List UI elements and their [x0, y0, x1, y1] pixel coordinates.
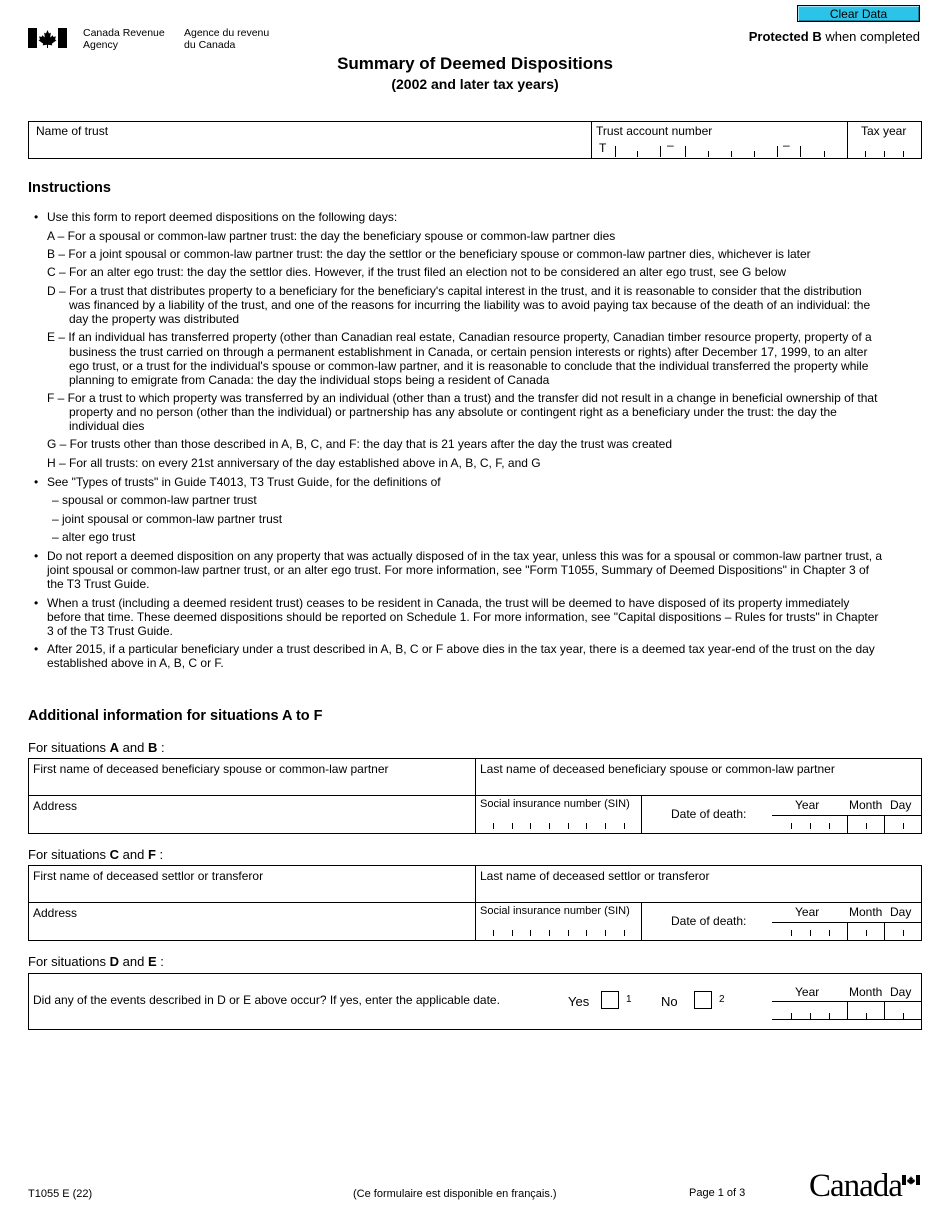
situations-de-label: For situations D and E :: [28, 954, 164, 969]
definition-spousal: – spousal or common-law partner trust: [52, 493, 257, 507]
de-no-checkbox[interactable]: [694, 991, 712, 1009]
cf-date-of-death-input[interactable]: [772, 921, 920, 940]
agency-name-french: Agence du revenu du Canada: [184, 27, 270, 51]
bullet-dot: •: [34, 642, 39, 656]
instruction-bullet-4: When a trust (including a deemed resident trust) ceases to be resident in Canada, the trust will be deemed to have disposed of its property immediately: [47, 596, 850, 610]
ab-day-label: Day: [890, 798, 912, 812]
ab-address-label: Address: [33, 799, 78, 813]
ab-sin-field[interactable]: [478, 797, 639, 833]
instruction-item-h: H – For all trusts: on every 21st anniversary of the day established above in A, B, C, F, and G: [47, 456, 541, 470]
account-dash-2: –: [783, 138, 790, 152]
canada-wordmark: Canada: [809, 1168, 902, 1204]
ab-first-name-label: First name of deceased beneficiary spouse or common-law partner: [33, 762, 389, 776]
ab-sin-label: Social insurance number (SIN): [480, 798, 630, 810]
form-identifier: T1055 E (22): [28, 1188, 93, 1200]
canada-flag-icon: [28, 28, 67, 48]
cf-date-of-death-label: Date of death:: [671, 914, 747, 928]
protected-b-notice: Protected B when completed: [748, 29, 920, 44]
de-yes-label: Yes: [568, 994, 590, 1009]
de-question: Did any of the events described in D or E above occur? If yes, enter the applicable date.: [33, 993, 500, 1007]
definition-joint-spousal: – joint spousal or common-law partner trust: [52, 512, 283, 526]
situations-ab-label: For situations A and B :: [28, 740, 165, 755]
instruction-bullet-2: See "Types of trusts" in Guide T4013, T3 Trust Guide, for the definitions of: [47, 475, 441, 489]
name-of-trust-label: Name of trust: [36, 124, 109, 138]
canada-wordmark-flag-icon: [902, 1172, 920, 1182]
instruction-bullet-1: Use this form to report deemed dispositions on the following days:: [47, 210, 398, 224]
instructions-heading: Instructions: [28, 180, 111, 196]
instruction-item-e-line3: ego trust, or a trust for the individual's spouse or common-law partner, and it is reasonable to conclude that the individual transferred the property while: [69, 359, 869, 373]
cf-day-label: Day: [890, 905, 912, 919]
bullet-dot: •: [34, 549, 39, 563]
french-availability-note: (Ce formulaire est disponible en français.): [353, 1188, 557, 1200]
instruction-item-a: A – For a spousal or common-law partner trust: the day the beneficiary spouse or common-law partner dies: [47, 229, 616, 243]
form-subtitle: (2002 and later tax years): [391, 76, 559, 92]
cf-last-name-field[interactable]: [480, 869, 918, 901]
instruction-item-e-line2: business the trust carried on through a permanent establishment in Canada, or certain pension interests or rights) after December 17, 1999, to an alter: [69, 345, 868, 359]
de-day-label: Day: [890, 985, 912, 999]
cf-last-name-label: Last name of deceased settlor or transferor: [480, 869, 710, 883]
name-of-trust-field[interactable]: [36, 124, 586, 156]
ab-address-field[interactable]: [33, 799, 471, 832]
de-yes-checkbox[interactable]: [601, 991, 619, 1009]
additional-info-heading: Additional information for situations A to F: [28, 708, 323, 724]
ab-year-label: Year: [795, 798, 820, 812]
cf-first-name-field[interactable]: [33, 869, 471, 901]
cf-sin-field[interactable]: [478, 904, 639, 940]
definition-alter-ego: – alter ego trust: [52, 530, 136, 544]
instruction-item-d-line3: day the property was distributed: [69, 312, 240, 326]
instruction-item-b: B – For a joint spousal or common-law partner trust: the day the settlor or the beneficiary spouse or common-law partner dies, whichever is later: [47, 247, 811, 261]
instruction-item-d-line2: was financed by a liability of the trust, and one of the reasons for incurring the liability was to avoid paying tax because of the death of an individual: the: [69, 298, 871, 312]
page-number: Page 1 of 3: [689, 1187, 746, 1199]
instruction-bullet-3-line3: the T3 Trust Guide.: [47, 577, 150, 591]
instruction-item-f: F – For a trust to which property was transferred by an individual (other than a trust) and the transfer did not result in a change in beneficial ownership of that: [47, 391, 878, 405]
de-no-label: No: [661, 994, 678, 1009]
instruction-bullet-3: Do not report a deemed disposition on any property that was actually disposed of in the tax year, unless this was for a spousal or common-law partner trust, a: [47, 549, 883, 563]
instruction-bullet-5: After 2015, if a particular beneficiary under a trust described in A, B, C or F above dies in the tax year, there is a deemed tax year-end of the trust on the day: [47, 642, 875, 656]
de-date-input[interactable]: [772, 1000, 920, 1020]
de-yes-number: 1: [626, 994, 632, 1005]
cf-address-label: Address: [33, 906, 78, 920]
cf-sin-label: Social insurance number (SIN): [480, 905, 630, 917]
ab-month-label: Month: [849, 798, 883, 812]
instruction-item-c: C – For an alter ego trust: the day the settlor dies. However, if the trust filed an election not to be considered an alter ego trust, see G below: [47, 265, 787, 279]
instruction-bullet-3-line2: joint spousal or common-law partner trust, or an alter ego trust. For more information, see "Form T1055, Summary of Deemed Dispositions" in Chapter 3 of: [47, 563, 869, 577]
cf-month-label: Month: [849, 905, 883, 919]
situations-cf-label: For situations C and F :: [28, 847, 164, 862]
instruction-bullet-5-line2: established above in A, B, C or F.: [47, 656, 224, 670]
instruction-item-e-line4: planning to emigrate from Canada: the day the individual stops being a resident of Canada: [69, 373, 550, 387]
cf-address-field[interactable]: [33, 906, 471, 939]
cf-year-label: Year: [795, 905, 820, 919]
instruction-bullet-4-line2: before that time. These deemed dispositions should be reported on Schedule 1. For more information, see "Capital dispositions – Rules for trusts" in Chapter: [47, 610, 879, 624]
agency-name-english: Canada Revenue Agency: [83, 27, 165, 51]
ab-date-of-death-input[interactable]: [772, 814, 920, 833]
instruction-bullet-4-line3: 3 of the T3 Trust Guide.: [47, 624, 173, 638]
ab-last-name-label: Last name of deceased beneficiary spouse or common-law partner: [480, 762, 835, 776]
tax-year-input[interactable]: [850, 140, 920, 158]
ab-date-of-death-label: Date of death:: [671, 807, 747, 821]
account-dash-1: –: [667, 138, 674, 152]
ab-first-name-field[interactable]: [33, 762, 471, 794]
bullet-dot: •: [34, 475, 39, 489]
cf-first-name-label: First name of deceased settlor or transferor: [33, 869, 264, 883]
ab-last-name-field[interactable]: [480, 762, 918, 794]
instruction-item-g: G – For trusts other than those described in A, B, C, and F: the day that is 21 years after the day the trust was created: [47, 437, 672, 451]
bullet-dot: •: [34, 210, 39, 224]
clear-data-button[interactable]: Clear Data: [797, 5, 920, 22]
instruction-item-f-line3: individual dies: [69, 419, 145, 433]
trust-account-prefix: T: [599, 141, 607, 155]
de-month-label: Month: [849, 985, 883, 999]
instruction-item-d: D – For a trust that distributes property to a beneficiary for the beneficiary's capital interest in the trust, and it is reasonable to consider that the distribution: [47, 284, 862, 298]
trust-account-number-label: Trust account number: [596, 124, 713, 138]
bullet-dot: •: [34, 596, 39, 610]
tax-year-label: Tax year: [861, 124, 907, 138]
de-no-number: 2: [719, 994, 725, 1005]
trust-account-number-input[interactable]: [612, 140, 844, 158]
instruction-item-f-line2: property and no person (other than the individual) or partnership has any absolute or contingent right as a beneficiary under the trust: the day the: [69, 405, 837, 419]
form-title: Summary of Deemed Dispositions: [337, 54, 613, 73]
de-year-label: Year: [795, 985, 820, 999]
instruction-item-e: E – If an individual has transferred property (other than Canadian real estate, Canadian resource property, Canadian timber resource property, property of a: [47, 330, 872, 344]
